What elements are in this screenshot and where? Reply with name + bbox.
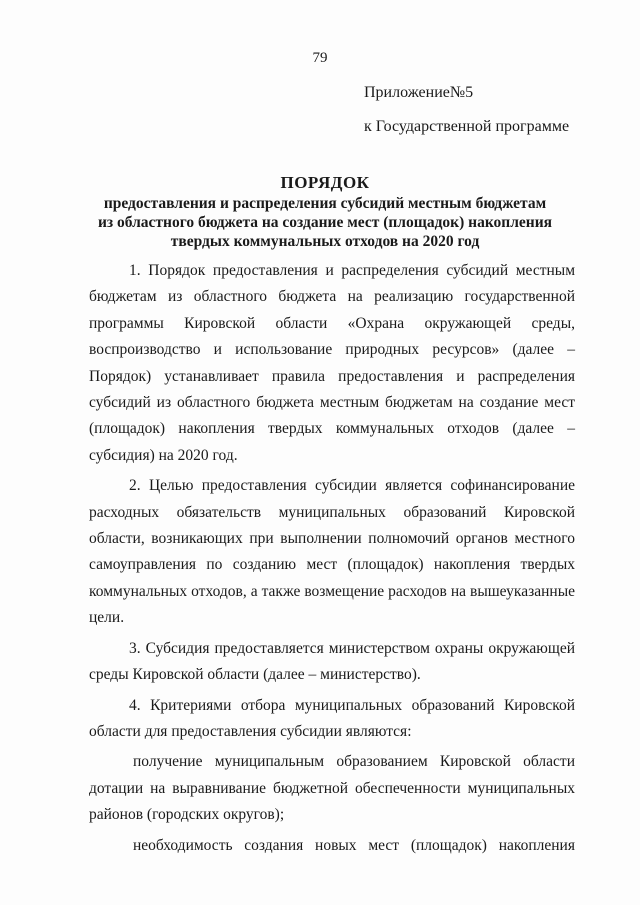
appendix-label: Приложение№5 xyxy=(364,84,474,101)
subtitle-line-3: твердых коммунальных отходов на 2020 год xyxy=(170,233,480,250)
page-number: 79 xyxy=(312,50,328,66)
document-title: ПОРЯДОК xyxy=(280,173,370,192)
paragraph-5: получение муниципальным образованием Кировской области дотации на выравнивание бюджетной обеспеченности муниципальных районов (городских округов); xyxy=(89,753,575,824)
program-reference: к Государственной программе xyxy=(364,118,570,135)
document-body xyxy=(89,258,575,863)
paragraph-2: 2. Целью предоставления субсидии является софинансирование расходных обязательств муниципальных образований Кировской области, возникающих при выполнении полномочий органов местного самоуправления по созданию мест (площадок) накопления твердых коммунальных отходов, а также возмещение расходов на вышеуказанные цели. xyxy=(89,477,575,627)
paragraph-4: 4. Критериями отбора муниципальных образований Кировской области для предоставления субсидии являются: xyxy=(89,696,575,740)
subtitle-line-1: предоставления и распределения субсидий местным бюджетам xyxy=(103,195,547,212)
paragraph-3: 3. Субсидия предоставляется министерством охраны окружающей среды Кировской области (далее – министерство). xyxy=(89,639,575,684)
subtitle-line-2: из областного бюджета на создание мест (площадок) накопления xyxy=(97,214,553,231)
paragraph-6: необходимость создания новых мест (площадок) накопления xyxy=(133,836,575,854)
paragraph-1: 1. Порядок предоставления и распределения субсидий местным бюджетам из областного бюджета на реализацию государственной программы Кировской области «Охрана окружающей среды, воспроизводство и использование природных ресурсов» (далее – Порядок) устанавливает правила предоставления и распределения субсидий из областного бюджета местным бюджетам на создание мест (площадок) накопления твердых коммунальных отходов (далее – субсидия) на 2020 год. xyxy=(89,262,575,464)
document-title-block xyxy=(60,172,590,251)
